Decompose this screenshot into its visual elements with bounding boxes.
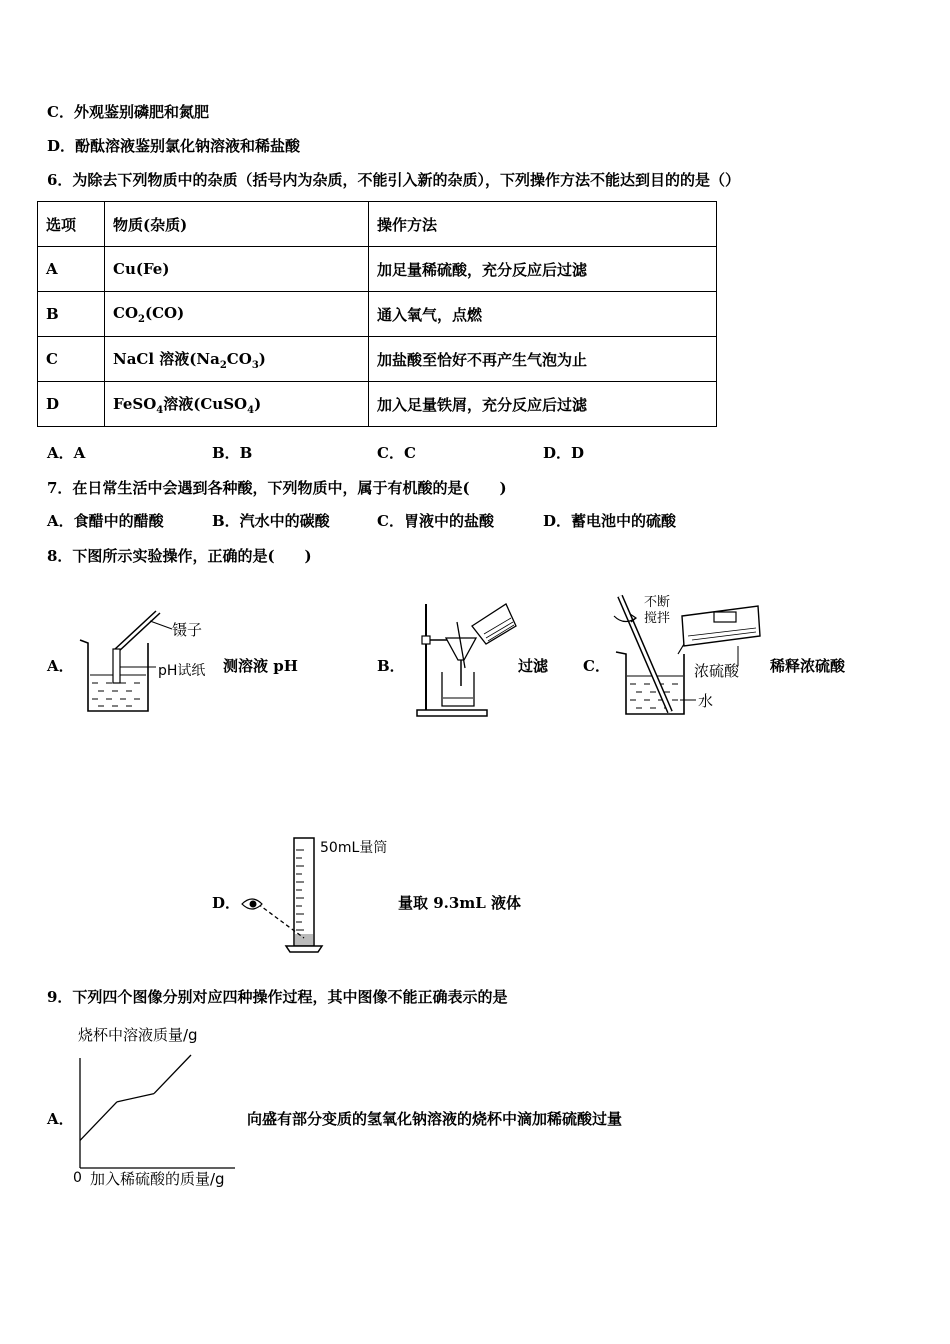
- q8-b-caption: 过滤: [518, 657, 549, 675]
- table-header-row: [38, 202, 717, 247]
- q6-table: [37, 201, 717, 427]
- table-row: [38, 292, 717, 337]
- acid-label: 浓硫酸: [694, 662, 740, 680]
- q8-b-label: B．: [377, 657, 405, 675]
- cylinder-figure: [236, 834, 396, 958]
- tweezers-label: 镊子: [172, 621, 203, 639]
- row-option: B: [38, 292, 105, 337]
- header-option: 选项: [38, 202, 105, 247]
- row-method: 加入足量铁屑，充分反应后过滤: [369, 382, 717, 427]
- q6-answer-d: D．D: [543, 444, 585, 462]
- q9-a-caption: 向盛有部分变质的氢氧化钠溶液的烧杯中滴加稀硫酸过量: [247, 1110, 623, 1128]
- q7-option-a: A．食醋中的醋酸: [47, 512, 164, 530]
- row-substance: $CO_2(CO)$: [105, 292, 369, 337]
- row-method: 加盐酸至恰好不再产生气泡为止: [369, 337, 717, 382]
- dilute-acid-figure: [612, 592, 772, 720]
- q7-option-b: B．汽水中的碳酸: [212, 512, 330, 530]
- chart-origin-label: 0: [73, 1170, 82, 1186]
- q7-option-c: C．胃液中的盐酸: [377, 512, 494, 530]
- q8-stem: 8．下图所示实验操作，正确的是( ): [47, 547, 312, 565]
- row-method: 加足量稀硫酸，充分反应后过滤: [369, 247, 717, 292]
- q7-stem: 7．在日常生活中会遇到各种酸，下列物质中，属于有机酸的是( ): [47, 479, 507, 497]
- q9-a-label: A．: [47, 1110, 74, 1128]
- q6-answer-b: B．B: [212, 444, 253, 462]
- row-option: A: [38, 247, 105, 292]
- table-row: [38, 247, 717, 292]
- row-substance: FeSO$_4$溶液(CuSO$_4$): [105, 382, 369, 427]
- chart-segment: [80, 1102, 117, 1141]
- row-substance: NaCl 溶液$(Na_2CO_3)$: [105, 337, 369, 382]
- filtration-figure: [412, 598, 522, 720]
- ph-test-figure: [76, 605, 226, 720]
- q9-stem: 9．下列四个图像分别对应四种操作过程，其中图像不能正确表示的是: [47, 988, 508, 1006]
- chart-xlabel: 加入稀硫酸的质量/g: [90, 1170, 225, 1188]
- stir-label-2: 搅拌: [644, 611, 671, 626]
- water-label: 水: [698, 692, 714, 710]
- row-option: D: [38, 382, 105, 427]
- q5-option-d: D．酚酞溶液鉴别氯化钠溶液和稀盐酸: [47, 137, 301, 155]
- q8-c-label: C．: [583, 657, 610, 675]
- cylinder-label: 50mL量筒: [320, 840, 388, 856]
- row-option: C: [38, 337, 105, 382]
- row-method: 通入氧气，点燃: [369, 292, 717, 337]
- ph-paper-label: pH试纸: [158, 663, 206, 679]
- q7-option-d: D．蓄电池中的硫酸: [543, 512, 677, 530]
- header-substance: 物质(杂质): [105, 202, 369, 247]
- q8-d-caption: 量取 9.3mL 液体: [398, 894, 521, 912]
- q5-option-c: C．外观鉴别磷肥和氮肥: [47, 103, 209, 121]
- q8-c-caption: 稀释浓硫酸: [770, 657, 846, 675]
- table-row: [38, 382, 717, 427]
- chart-segment: [117, 1094, 154, 1102]
- q6-stem: 6．为除去下列物质中的杂质（括号内为杂质，不能引入新的杂质），下列操作方法不能达到目的的是（）: [47, 171, 740, 189]
- stir-label-1: 不断: [644, 595, 671, 610]
- q9-a-chart: [70, 1020, 260, 1190]
- q8-d-label: D．: [212, 894, 241, 912]
- table-row: [38, 337, 717, 382]
- q6-answer-c: C．C: [377, 444, 416, 462]
- header-method: 操作方法: [369, 202, 717, 247]
- q8-a-label: A．: [47, 657, 74, 675]
- chart-segment: [154, 1055, 191, 1094]
- chart-ylabel: 烧杯中溶液质量/g: [78, 1026, 198, 1044]
- q8-a-caption: 测溶液 pH: [223, 657, 298, 675]
- chart-series: [80, 1055, 191, 1140]
- q6-answer-a: A．A: [47, 444, 86, 462]
- row-substance: Cu(Fe): [105, 247, 369, 292]
